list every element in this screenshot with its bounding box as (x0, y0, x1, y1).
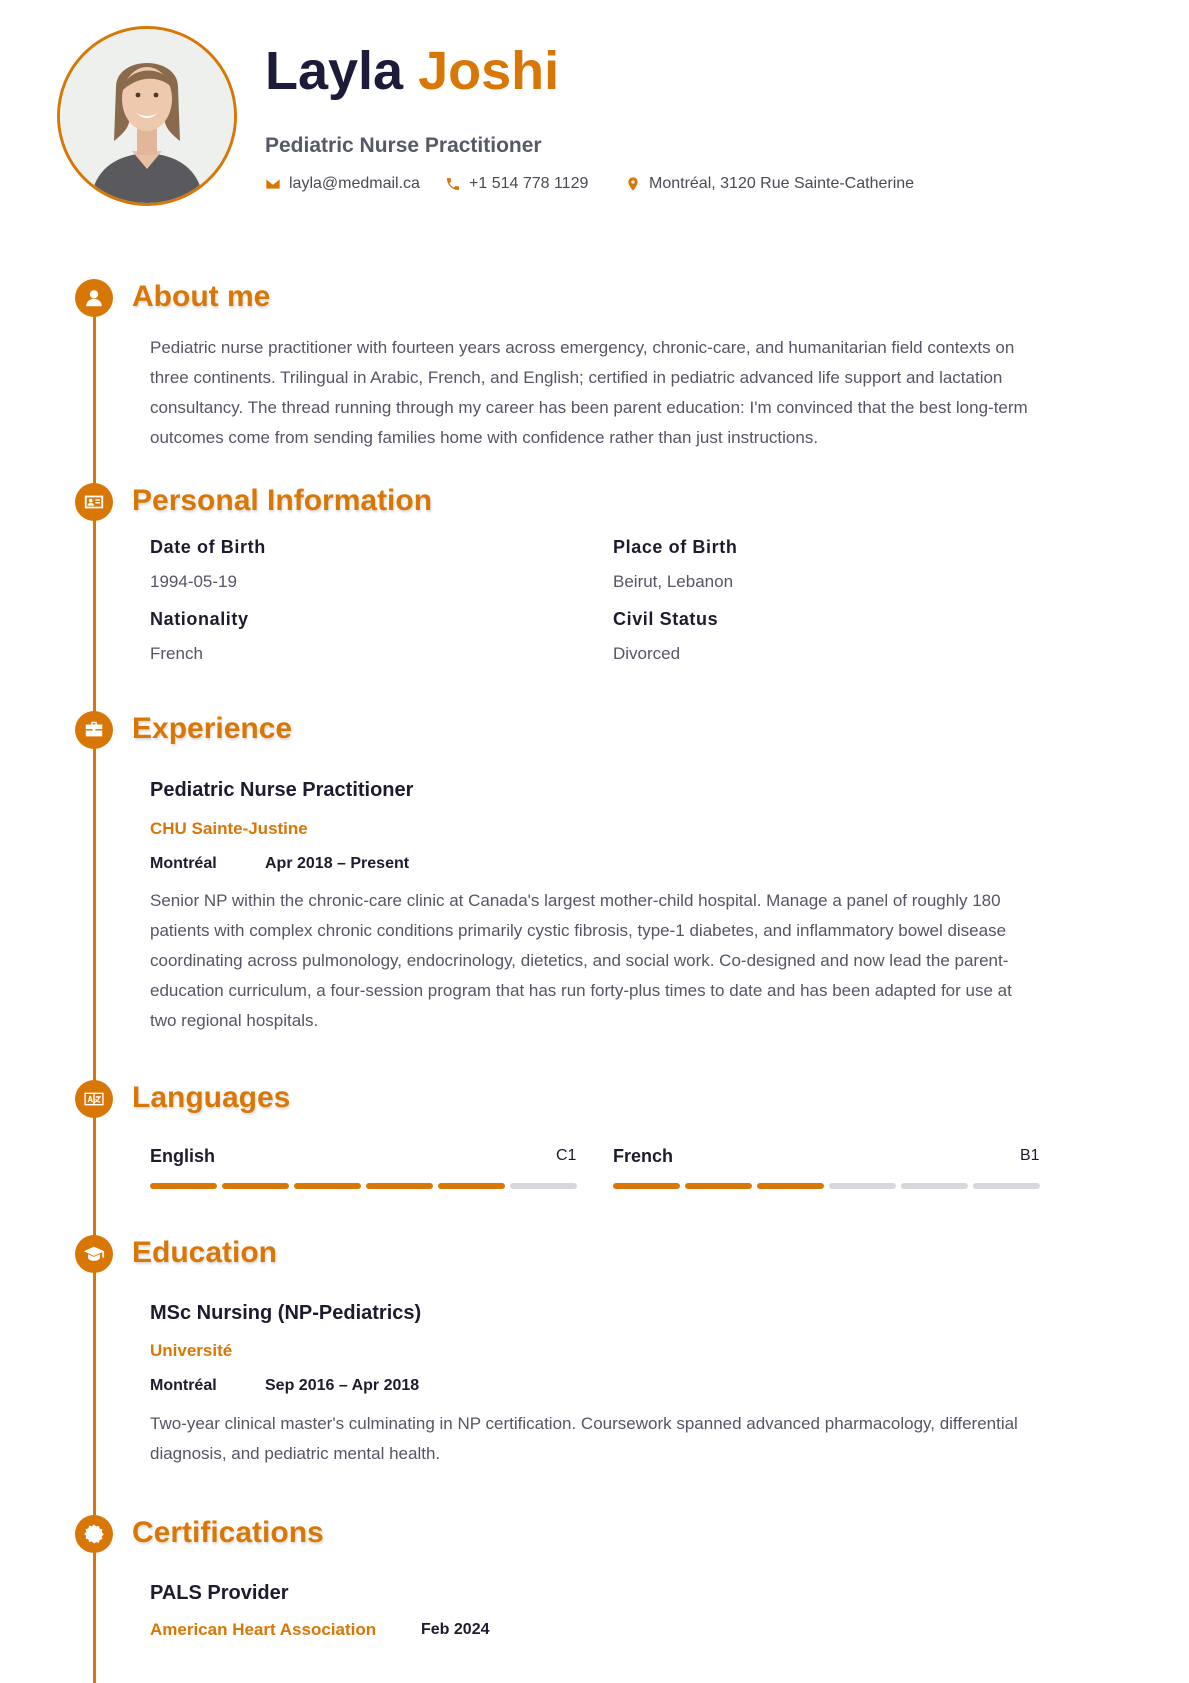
experience-dates: Apr 2018 – Present (265, 855, 410, 872)
personal-section-icon (75, 483, 113, 521)
nationality-value: French (150, 644, 203, 663)
proficiency-segment-empty (901, 1183, 968, 1189)
certification-name: PALS Provider (150, 1582, 289, 1604)
civil-status-value: Divorced (613, 644, 681, 663)
email-icon (265, 176, 281, 192)
email-text: layla@medmail.ca (289, 175, 420, 192)
language-level-french: B1 (1020, 1147, 1040, 1164)
pob-label: Place of Birth (613, 537, 738, 557)
civil-status-label: Civil Status (613, 609, 719, 629)
profile-photo (57, 26, 237, 206)
education-school: Université (150, 1341, 233, 1360)
experience-job-title: Pediatric Nurse Practitioner (150, 779, 414, 801)
proficiency-segment-filled (150, 1183, 217, 1189)
experience-heading: Experience (132, 712, 293, 745)
proficiency-segment-empty (973, 1183, 1040, 1189)
education-dates: Sep 2016 – Apr 2018 (265, 1377, 420, 1394)
about-heading: About me (132, 280, 271, 313)
certification-issuer: American Heart Association (150, 1620, 377, 1639)
contact-phone[interactable] (445, 175, 588, 193)
education-section-icon (75, 1235, 113, 1273)
dob-value: 1994-05-19 (150, 572, 237, 591)
pob-value: Beirut, Lebanon (613, 572, 734, 591)
proficiency-segment-filled (366, 1183, 433, 1189)
certification-date: Feb 2024 (421, 1621, 490, 1638)
nationality-label: Nationality (150, 609, 249, 629)
language-name-english: English (150, 1146, 216, 1166)
education-degree: MSc Nursing (NP-Pediatrics) (150, 1302, 422, 1324)
job-title-header: Pediatric Nurse Practitioner (265, 134, 542, 157)
candidate-name (265, 42, 559, 101)
last-name: Joshi (418, 41, 560, 101)
about-text: Pediatric nurse practitioner with fourteen years across emergency, chronic-care, and humanitarian field contexts on three continents. Trilingual in Arabic, French, and English; certified in pediatric advanced life support and lactation consultancy. The thread running through my career has been parent education: I'm convinced that the best long-term outcomes come from sending families home with confidence rather than just instructions. (150, 338, 1028, 447)
language-name-french: French (613, 1146, 674, 1166)
contact-address (625, 175, 914, 193)
id-card-icon (83, 491, 105, 513)
location-pin-icon (625, 176, 641, 192)
experience-location: Montréal (150, 855, 217, 872)
education-location: Montréal (150, 1377, 217, 1394)
language-level-english: C1 (556, 1147, 577, 1164)
address-text: Montréal, 3120 Rue Sainte-Catherine (649, 175, 915, 192)
first-name: Layla (265, 41, 404, 101)
phone-text: +1 514 778 1129 (469, 175, 589, 192)
personal-heading: Personal Information (132, 484, 433, 517)
avatar-illustration (60, 29, 234, 203)
translate-icon (83, 1088, 105, 1110)
user-icon (83, 287, 105, 309)
experience-section-icon (75, 711, 113, 749)
language-bar-english (150, 1183, 577, 1189)
languages-heading: Languages (132, 1081, 291, 1114)
proficiency-segment-filled (685, 1183, 752, 1189)
proficiency-segment-filled (438, 1183, 505, 1189)
languages-section-icon (75, 1080, 113, 1118)
proficiency-segment-filled (294, 1183, 361, 1189)
experience-employer: CHU Sainte-Justine (150, 819, 308, 838)
about-section-icon (75, 279, 113, 317)
phone-icon (445, 176, 461, 192)
proficiency-segment-empty (829, 1183, 896, 1189)
proficiency-segment-filled (757, 1183, 824, 1189)
badge-icon (83, 1523, 105, 1545)
language-bar-french (613, 1183, 1040, 1189)
proficiency-segment-empty (510, 1183, 577, 1189)
proficiency-segment-filled (613, 1183, 680, 1189)
experience-description: Senior NP within the chronic-care clinic at Canada's largest mother-child hospital. Manage a panel of roughly 180 patients with complex chronic conditions primarily cystic fibrosis, type-1 diabetes, and inflammatory bowel disease coordinating across pulmonology, endocrinology, dietetics, and social work. Co-designed and now lead the parent-education curriculum, a four-session program that has run forty-plus times to date and has been adapted for use at two regional hospitals. (150, 891, 1012, 1030)
certifications-section-icon (75, 1515, 113, 1553)
certifications-heading: Certifications (132, 1516, 324, 1549)
proficiency-segment-filled (222, 1183, 289, 1189)
dob-label: Date of Birth (150, 537, 266, 557)
education-description: Two-year clinical master's culminating in NP certification. Coursework spanned advanced pharmacology, differential diagnosis, and pediatric mental health. (150, 1414, 1018, 1463)
briefcase-icon (83, 719, 105, 741)
graduation-cap-icon (83, 1243, 105, 1265)
education-heading: Education (132, 1236, 278, 1269)
contact-email[interactable] (265, 175, 420, 193)
